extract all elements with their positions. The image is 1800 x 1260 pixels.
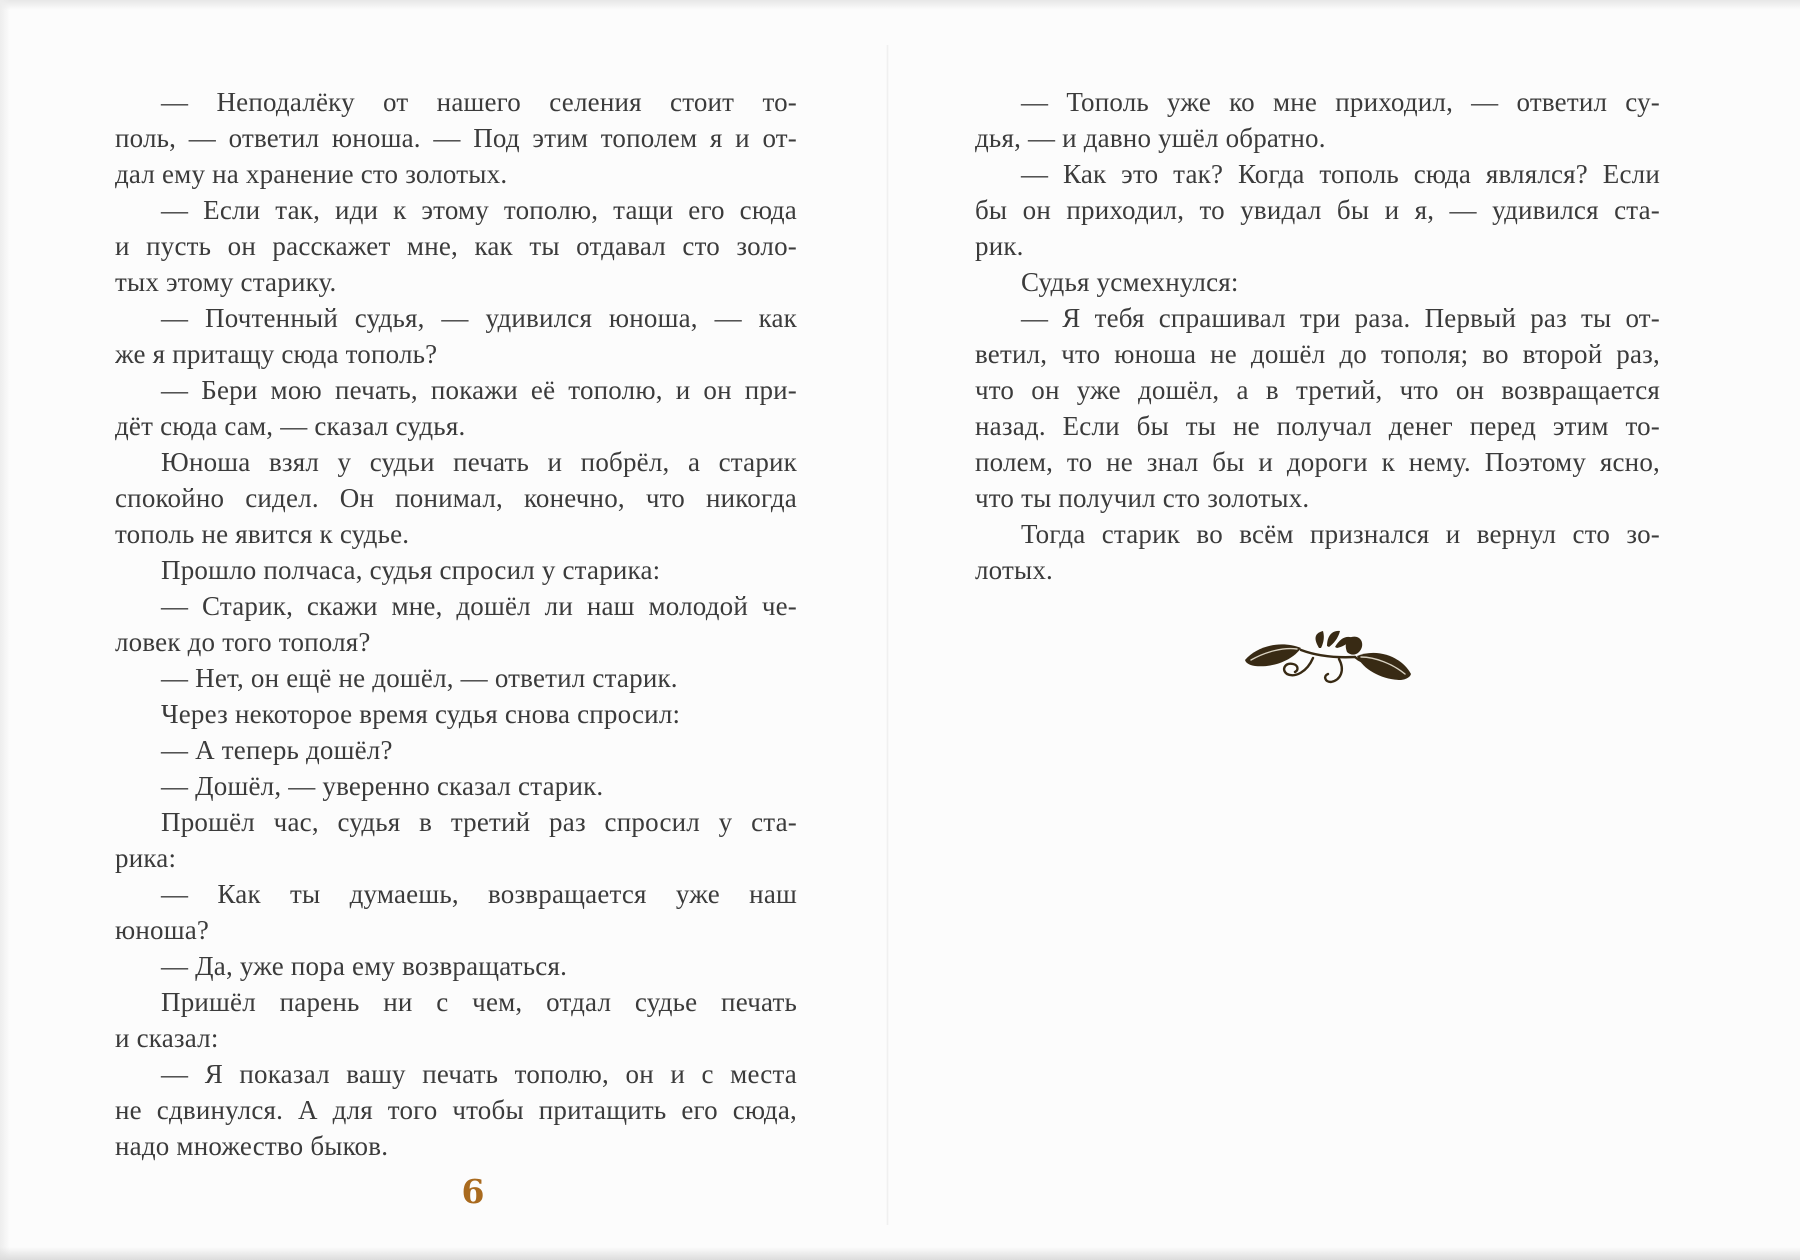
text-line: что ты получил сто золотых. bbox=[975, 483, 1310, 513]
page-gutter-shadow bbox=[886, 45, 889, 1225]
text-line: — Почтенный судья, — удивился юноша, — как bbox=[161, 303, 797, 333]
scan-edge-top bbox=[0, 0, 1800, 10]
text-line: — Тополь уже ко мне приходил, — ответил су- bbox=[1021, 87, 1660, 117]
floral-vignette-icon bbox=[1243, 630, 1413, 692]
text-line: — Я тебя спрашивал три раза. Первый раз ты от- bbox=[1021, 303, 1660, 333]
text-line: — Нет, он ещё не дошёл, — ответил старик. bbox=[161, 663, 678, 693]
text-line: бы он приходил, то увидал бы и я, — удивился ста- bbox=[975, 195, 1660, 225]
text-line: Прошёл час, судья в третий раз спросил у ста- bbox=[161, 807, 797, 837]
text-line: — Старик, скажи мне, дошёл ли наш молодой че- bbox=[161, 591, 797, 621]
page-number: 6 bbox=[461, 1172, 485, 1211]
text-line: тополь не явится к судье. bbox=[115, 519, 410, 549]
text-line: тых этому старику. bbox=[115, 267, 337, 297]
text-line: — Как ты думаешь, возвращается уже наш bbox=[161, 879, 797, 909]
left-page-text bbox=[115, 84, 797, 1164]
text-line: — А теперь дошёл? bbox=[161, 735, 393, 765]
text-line: — Если так, иди к этому тополю, тащи его сюда bbox=[161, 195, 797, 225]
text-line: дёт сюда сам, — сказал судья. bbox=[115, 411, 466, 441]
text-line: Через некоторое время судья снова спросил: bbox=[161, 699, 681, 729]
text-line: надо множество быков. bbox=[115, 1131, 389, 1161]
text-line: Юноша взял у судьи печать и побрёл, а старик bbox=[161, 447, 797, 477]
text-line: поль, — ответил юноша. — Под этим тополем я и от- bbox=[115, 123, 797, 153]
text-line: же я притащу сюда тополь? bbox=[115, 339, 438, 369]
text-line: назад. Если бы ты не получал денег перед этим то- bbox=[975, 411, 1660, 441]
text-line: — Неподалёку от нашего селения стоит то- bbox=[161, 87, 797, 117]
right-page-text bbox=[975, 84, 1660, 588]
text-line: и сказал: bbox=[115, 1023, 219, 1053]
scan-edge-bottom bbox=[0, 1247, 1800, 1260]
text-line: рик. bbox=[975, 231, 1024, 261]
text-line: — Да, уже пора ему возвращаться. bbox=[161, 951, 568, 981]
text-line: юноша? bbox=[115, 915, 210, 945]
text-line: — Я показал вашу печать тополю, он и с места bbox=[161, 1059, 797, 1089]
text-line: ловек до того тополя? bbox=[115, 627, 371, 657]
text-line: — Как это так? Когда тополь сюда являлся? Если bbox=[1021, 159, 1660, 189]
text-line: — Бери мою печать, покажи её тополю, и он при- bbox=[161, 375, 797, 405]
text-line: дал ему на хранение сто золотых. bbox=[115, 159, 508, 189]
text-line: — Дошёл, — уверенно сказал старик. bbox=[161, 771, 604, 801]
text-line: полем, то не знал бы и дороги к нему. Поэтому ясно, bbox=[975, 447, 1660, 477]
text-line: и пусть он расскажет мне, как ты отдавал сто золо- bbox=[115, 231, 797, 261]
scan-edge-left bbox=[0, 0, 10, 1260]
text-line: ветил, что юноша не дошёл до тополя; во второй раз, bbox=[975, 339, 1660, 369]
text-line: что он уже дошёл, а в третий, что он возвращается bbox=[975, 375, 1660, 405]
text-line: не сдвинулся. А для того чтобы притащить его сюда, bbox=[115, 1095, 797, 1125]
text-line: Тогда старик во всём признался и вернул сто зо- bbox=[1021, 519, 1660, 549]
text-line: дья, — и давно ушёл обратно. bbox=[975, 123, 1326, 153]
text-line: спокойно сидел. Он понимал, конечно, что никогда bbox=[115, 483, 797, 513]
text-line: рика: bbox=[115, 843, 177, 873]
text-line: Судья усмехнулся: bbox=[1021, 267, 1239, 297]
text-line: Прошло полчаса, судья спросил у старика: bbox=[161, 555, 661, 585]
text-line: лотых. bbox=[975, 555, 1054, 585]
text-line: Пришёл парень ни с чем, отдал судье печать bbox=[161, 987, 797, 1017]
